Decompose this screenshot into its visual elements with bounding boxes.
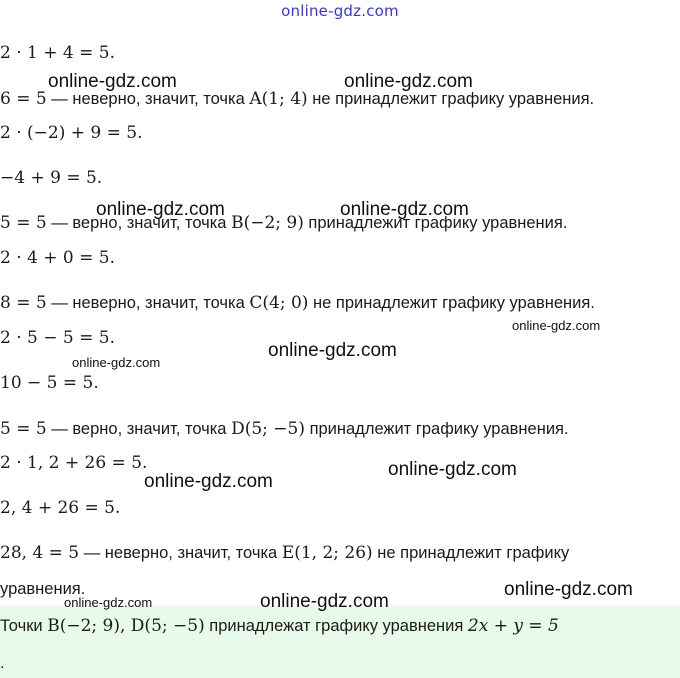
conclusion-points: B(−2; 9), D(5; −5) bbox=[47, 616, 205, 636]
equation: 2 · (−2) + 9 = 5. bbox=[0, 123, 143, 143]
conclusion-end: . bbox=[0, 654, 5, 672]
watermark: online-gdz.com bbox=[504, 579, 633, 600]
point-label: D(5; −5) bbox=[231, 419, 305, 439]
conclusion-prefix: Точки bbox=[0, 617, 48, 635]
equation: 2 · 1, 2 + 26 = 5. bbox=[0, 453, 148, 473]
equation: 5 = 5 bbox=[0, 213, 47, 233]
watermark: online-gdz.com bbox=[344, 71, 473, 92]
solution-line-12 bbox=[0, 497, 120, 519]
statement-text: уравнения. bbox=[0, 580, 86, 598]
solution-line-9 bbox=[0, 372, 99, 394]
solution-line-3 bbox=[0, 122, 143, 144]
site-header[interactable]: online-gdz.com bbox=[281, 2, 399, 20]
statement-tail: принадлежит графику уравнения. bbox=[303, 214, 568, 232]
statement-text: — неверно, значит, точка bbox=[46, 90, 250, 108]
watermark: online-gdz.com bbox=[260, 591, 389, 612]
equation: 28, 4 = 5 bbox=[0, 543, 80, 563]
solution-line-7 bbox=[0, 292, 595, 314]
point-label: B(−2; 9) bbox=[231, 213, 304, 233]
statement-tail: не принадлежит графику уравнения. bbox=[308, 294, 595, 312]
conclusion-box bbox=[0, 606, 680, 678]
statement-text: — неверно, значит, точка bbox=[46, 294, 250, 312]
equation: 8 = 5 bbox=[0, 293, 47, 313]
solution-line-1 bbox=[0, 42, 115, 64]
equation: 2, 4 + 26 = 5. bbox=[0, 498, 121, 518]
watermark: online-gdz.com bbox=[144, 471, 273, 492]
equation: 10 − 5 = 5. bbox=[0, 373, 99, 393]
statement-text: — неверно, значит, точка bbox=[79, 544, 282, 562]
watermark: online-gdz.com bbox=[268, 340, 397, 361]
conclusion-equation: 2x + y = 5 bbox=[467, 616, 559, 636]
solution-line-4 bbox=[0, 167, 102, 189]
watermark: online-gdz.com bbox=[48, 71, 177, 92]
equation: 5 = 5 bbox=[0, 419, 47, 439]
solution-line-10 bbox=[0, 418, 569, 440]
watermark: online-gdz.com bbox=[64, 595, 153, 610]
point-label: A(1; 4) bbox=[249, 89, 308, 109]
statement-tail: не принадлежит графику bbox=[372, 544, 570, 562]
point-label: E(1, 2; 26) bbox=[281, 543, 373, 563]
equation: −4 + 9 = 5. bbox=[0, 168, 103, 188]
watermark: online-gdz.com bbox=[96, 199, 225, 220]
conclusion-line bbox=[0, 615, 559, 637]
solution-line-11 bbox=[0, 452, 147, 474]
solution-line-5 bbox=[0, 212, 567, 234]
solution-line-8 bbox=[0, 327, 115, 349]
statement-tail: принадлежит графику уравнения. bbox=[304, 420, 569, 438]
equation: 2 · 4 + 0 = 5. bbox=[0, 248, 115, 268]
equation: 2 · 1 + 4 = 5. bbox=[0, 43, 115, 63]
statement-tail: не принадлежит графику уравнения. bbox=[307, 90, 595, 108]
statement-text: — верно, значит, точка bbox=[46, 214, 232, 232]
watermark: online-gdz.com bbox=[72, 355, 161, 370]
equation: 6 = 5 bbox=[0, 89, 47, 109]
conclusion-middle: принадлежат графику уравнения bbox=[204, 617, 468, 635]
watermark: online-gdz.com bbox=[512, 318, 601, 333]
equation: 2 · 5 − 5 = 5. bbox=[0, 328, 115, 348]
watermark: online-gdz.com bbox=[340, 199, 469, 220]
solution-line-13 bbox=[0, 542, 569, 564]
statement-text: — верно, значит, точка bbox=[46, 420, 232, 438]
watermark: online-gdz.com bbox=[388, 459, 517, 480]
point-label: C(4; 0) bbox=[249, 293, 309, 313]
solution-line-6 bbox=[0, 247, 115, 269]
